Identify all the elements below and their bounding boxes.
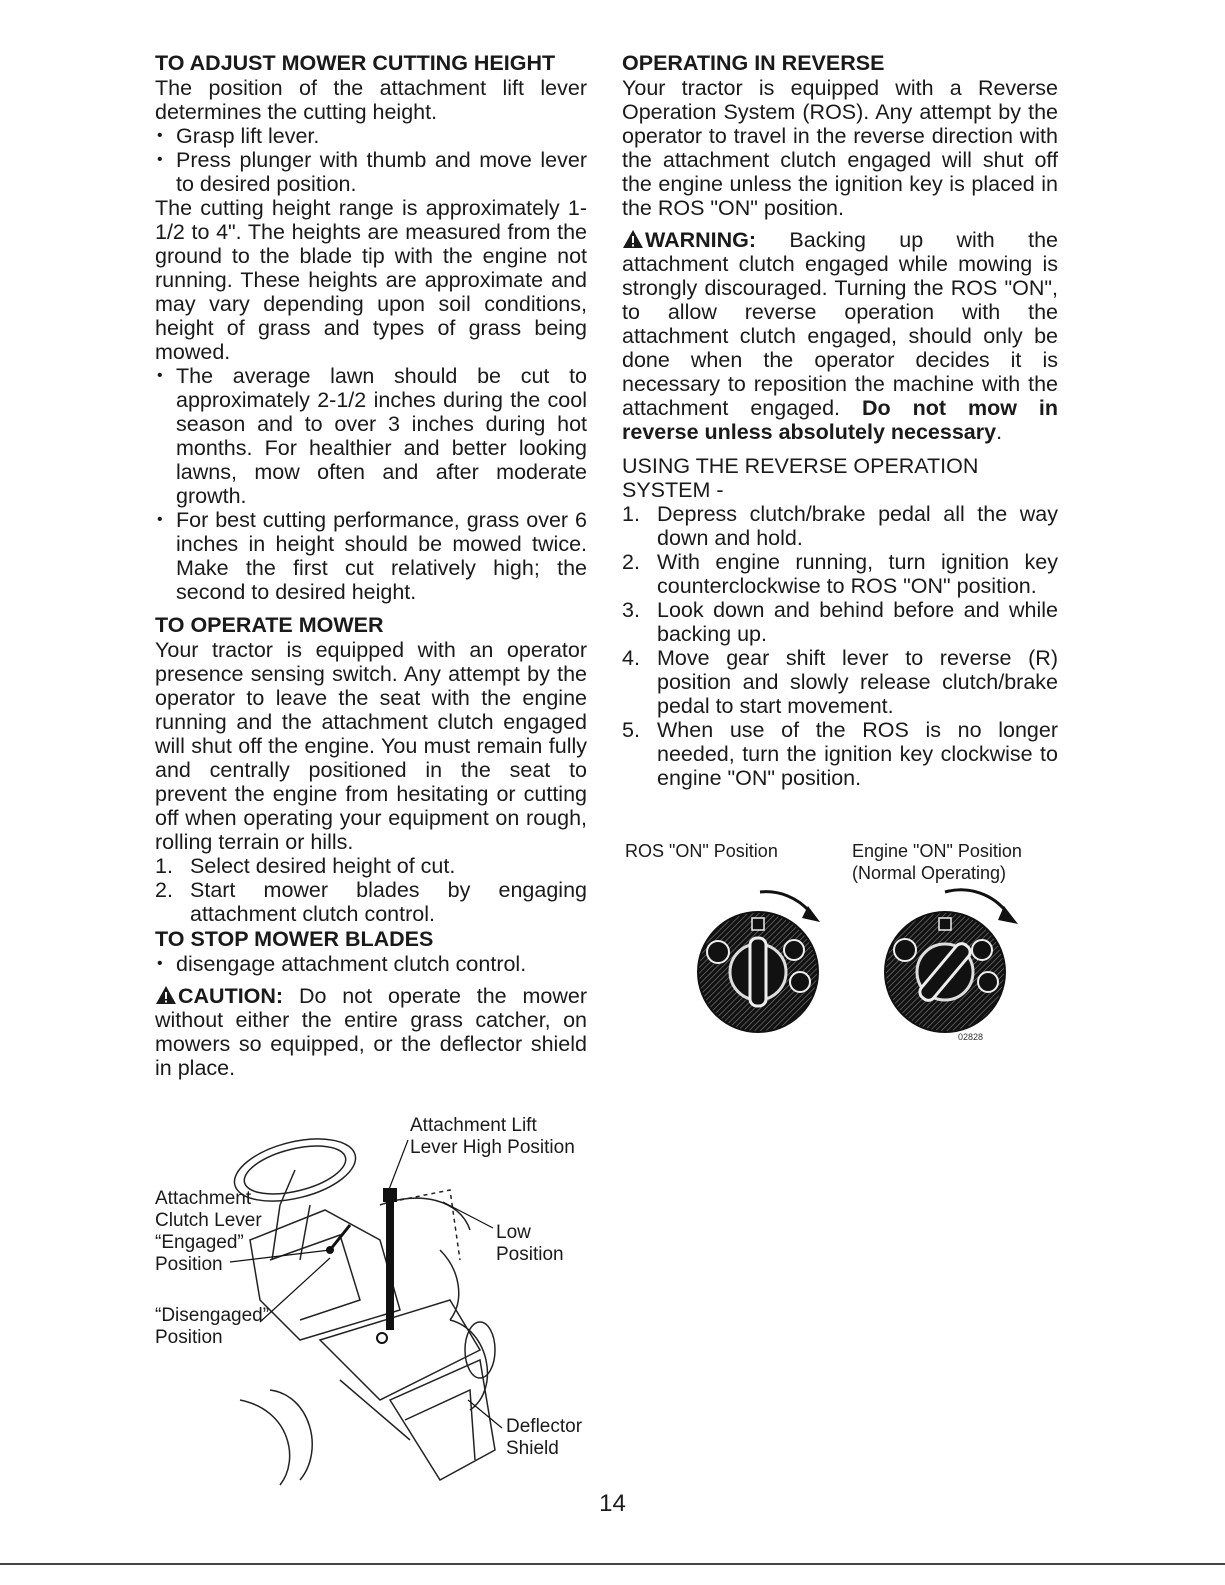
low-position-callout: Low Position [496,1222,564,1265]
ros-step: 2. With engine running, turn ignition key counterclockwise to ROS "ON" position. [622,550,1058,598]
bottom-rule [0,1563,1225,1565]
ros-step: 4. Move gear shift lever to reverse (R) position and slowly release clutch/brake pedal to start movement. [622,646,1058,718]
caution-text: Do not operate the mower without either the entire grass catcher, on mowers so equipped, or the deflector shield in place. [155,984,587,1080]
adjust-tip: • The average lawn should be cut to approximately 2-1/2 inches during the cool season and to over 3 inches during hot months. For healthier and better looking lawns, mow often and after moderate growth. [155,364,587,508]
adjust-step: • Press plunger with thumb and move lever to desired position. [155,148,587,196]
engine-on-caption: Engine "ON" Position (Normal Operating) [852,841,1022,883]
ignition-key-figure [690,880,1050,1050]
left-column [155,50,587,1080]
page-number: 14 [599,1490,626,1517]
stop-heading: TO STOP MOWER BLADES [155,927,434,951]
adjust-intro: The position of the attachment lift lever determines the cutting height. [155,76,587,124]
reverse-body: Your tractor is equipped with a Reverse Operation System (ROS). Any attempt by the operator to travel in the reverse direction with the attachment clutch engaged will shut off the engine unless the ignition key is placed in the ROS "ON" position. [622,76,1058,220]
adjust-step: • Grasp lift lever. [155,124,587,148]
ros-step: 5. When use of the ROS is no longer needed, turn the ignition key clockwise to engine "ON" position. [622,718,1058,790]
operate-step: 2. Start mower blades by engaging attachment clutch control. [155,878,587,926]
operate-heading: TO OPERATE MOWER [155,613,384,637]
figure-code: 02828 [958,1032,984,1042]
warning-notice: WARNING: Backing up with the attachment clutch engaged while mowing is strongly discouraged. Turning the ROS "ON", to allow reverse operation with the attachment clutch engaged, should only be done when the operator decides it is necessary to reposition the machine with the attachment engaged. Do not mow in reverse unless absolutely necessary. [622,228,1058,444]
adjust-heading: TO ADJUST MOWER CUTTING HEIGHT [155,51,556,75]
adjust-range-text: The cutting height range is approximately 1-1/2 to 4". The heights are measured from the ground to the blade tip with the engine not running. These heights are approximate and may vary depending upon soil conditions, height of grass and types of grass being mowed. [155,196,587,364]
deflector-shield-callout: Deflector Shield [506,1416,583,1459]
ros-step: 1. Depress clutch/brake pedal all the way down and hold. [622,502,1058,550]
adjust-steps [155,124,587,196]
operate-step: 1. Select desired height of cut. [155,854,456,878]
ros-on-caption: ROS "ON" Position [625,841,778,861]
engine-on-ignition-icon [885,890,1018,1032]
stop-steps [155,952,587,976]
operate-steps [155,854,587,926]
ros-steps [622,502,1058,790]
warning-triangle-icon [622,229,644,249]
clutch-engaged-callout: Attachment Clutch Lever “Engaged” Position [155,1188,262,1275]
adjust-tips [155,364,587,604]
ros-heading: USING THE REVERSE OPERATION SYSTEM - [622,454,979,502]
ros-step: 3. Look down and behind before and while backing up. [622,598,1058,646]
warning-label: WARNING: [645,228,757,252]
caution-notice [155,984,587,1080]
stop-step: • disengage attachment clutch control. [155,952,587,976]
right-column [622,50,1058,790]
operate-body: Your tractor is equipped with an operator presence sensing switch. Any attempt by the operator to leave the seat with the engine running and the attachment clutch engaged will shut off the engine. You must remain fully and centrally positioned in the seat to prevent the engine from hesitating or cutting off when operating your equipment on rough, rolling terrain or hills. [155,638,587,854]
disengaged-callout: “Disengaged” Position [155,1305,270,1348]
lift-lever-high-callout: Attachment Lift Lever High Position [410,1115,575,1158]
ros-on-ignition-icon [698,892,820,1032]
warning-text: Backing up with the attachment clutch engaged while mowing is strongly discouraged. Turning the ROS "ON", to allow reverse operation with the attachment clutch engaged, should only be done when the operator decides it is necessary to reposition the machine with the attachment engaged. [622,228,1058,420]
adjust-tip: • For best cutting performance, grass over 6 inches in height should be mowed twice. Make the first cut relatively high; the second to desired height. [155,508,587,604]
reverse-heading: OPERATING IN REVERSE [622,51,885,75]
warning-emphasis: Do not mow in reverse unless absolutely necessary [622,396,1058,444]
warning-triangle-icon [155,985,177,1005]
caution-label: CAUTION: [178,984,284,1008]
